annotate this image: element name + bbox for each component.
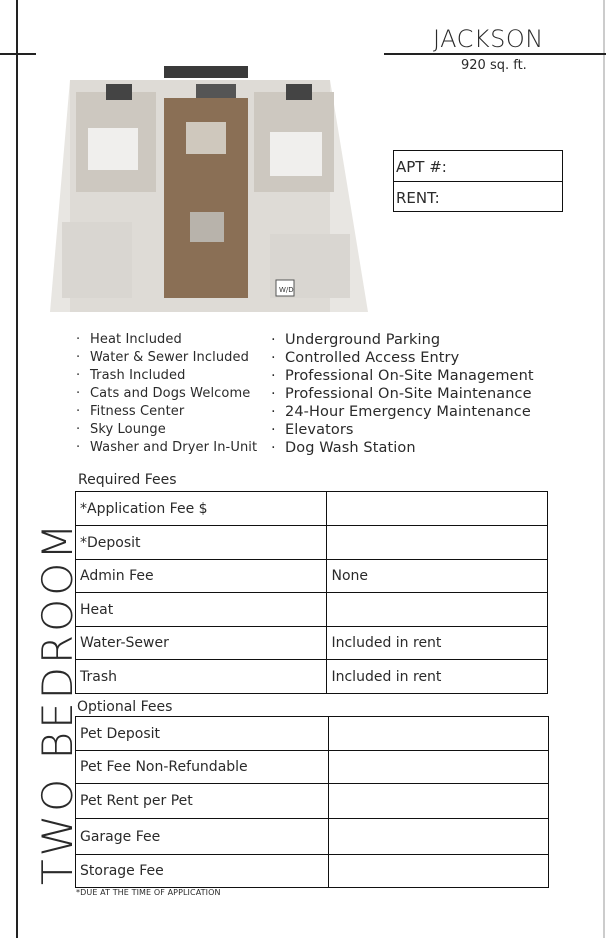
amenity-item: · 24-Hour Emergency Maintenance xyxy=(271,403,534,421)
plan-name: JACKSON xyxy=(433,25,544,53)
fee-value xyxy=(328,751,548,784)
fee-label: *Application Fee $ xyxy=(76,492,327,526)
fee-value: Included in rent xyxy=(327,660,548,694)
header-underline xyxy=(384,53,606,55)
amenity-item: · Elevators xyxy=(271,421,534,439)
footnote: *DUE AT THE TIME OF APPLICATION xyxy=(76,888,221,897)
fee-label: Pet Fee Non-Refundable xyxy=(76,751,329,784)
fee-label: Water-Sewer xyxy=(76,627,327,660)
side-title: TWO BEDROOM xyxy=(33,520,82,885)
table-row xyxy=(76,717,549,751)
table-row xyxy=(76,751,549,784)
apt-rent-box xyxy=(393,150,563,212)
amenity-item: · Heat Included xyxy=(76,331,257,349)
amenity-item: · Professional On-Site Management xyxy=(271,367,534,385)
fee-value: Included in rent xyxy=(327,627,548,660)
amenity-item: · Cats and Dogs Welcome xyxy=(76,385,257,403)
fee-value xyxy=(327,526,548,560)
fee-value xyxy=(328,855,548,888)
amenity-item: · Washer and Dryer In-Unit xyxy=(76,439,257,457)
left-border-line xyxy=(16,0,18,938)
table-row xyxy=(76,660,548,694)
table-row xyxy=(76,492,548,526)
fee-label: Pet Rent per Pet xyxy=(76,784,329,819)
fee-label: Storage Fee xyxy=(76,855,329,888)
fee-value xyxy=(327,593,548,627)
floor-plan-image xyxy=(40,62,375,320)
amenity-item: · Water & Sewer Included xyxy=(76,349,257,367)
table-row xyxy=(76,855,549,888)
amenity-item: · Trash Included xyxy=(76,367,257,385)
fee-label: Heat xyxy=(76,593,327,627)
amenity-item: · Sky Lounge xyxy=(76,421,257,439)
fee-value xyxy=(328,717,548,751)
svg-text:W/D: W/D xyxy=(279,286,294,294)
fee-label: Trash xyxy=(76,660,327,694)
fee-value xyxy=(328,784,548,819)
amenities-right-list xyxy=(271,331,534,457)
fee-value xyxy=(328,819,548,855)
square-footage: 920 sq. ft. xyxy=(461,58,527,73)
amenity-item: · Fitness Center xyxy=(76,403,257,421)
left-header-line xyxy=(0,53,36,55)
amenity-item: · Underground Parking xyxy=(271,331,534,349)
optional-fees-table xyxy=(75,716,549,888)
table-row xyxy=(76,784,549,819)
amenity-item: · Professional On-Site Maintenance xyxy=(271,385,534,403)
fee-label: Pet Deposit xyxy=(76,717,329,751)
fee-value xyxy=(327,492,548,526)
fee-value: None xyxy=(327,560,548,593)
rent-label: RENT: xyxy=(394,181,562,211)
table-row xyxy=(76,627,548,660)
required-fees-table xyxy=(75,491,548,694)
fee-label: *Deposit xyxy=(76,526,327,560)
fee-label: Garage Fee xyxy=(76,819,329,855)
table-row xyxy=(76,593,548,627)
amenity-item: · Controlled Access Entry xyxy=(271,349,534,367)
amenity-item: · Dog Wash Station xyxy=(271,439,534,457)
table-row xyxy=(76,526,548,560)
table-row xyxy=(76,560,548,593)
required-fees-heading: Required Fees xyxy=(78,472,177,488)
amenities-left-list xyxy=(76,331,257,457)
fee-label: Admin Fee xyxy=(76,560,327,593)
table-row xyxy=(76,819,549,855)
apt-number-label: APT #: xyxy=(396,158,447,176)
optional-fees-heading: Optional Fees xyxy=(77,699,173,715)
right-border-line xyxy=(603,0,605,938)
